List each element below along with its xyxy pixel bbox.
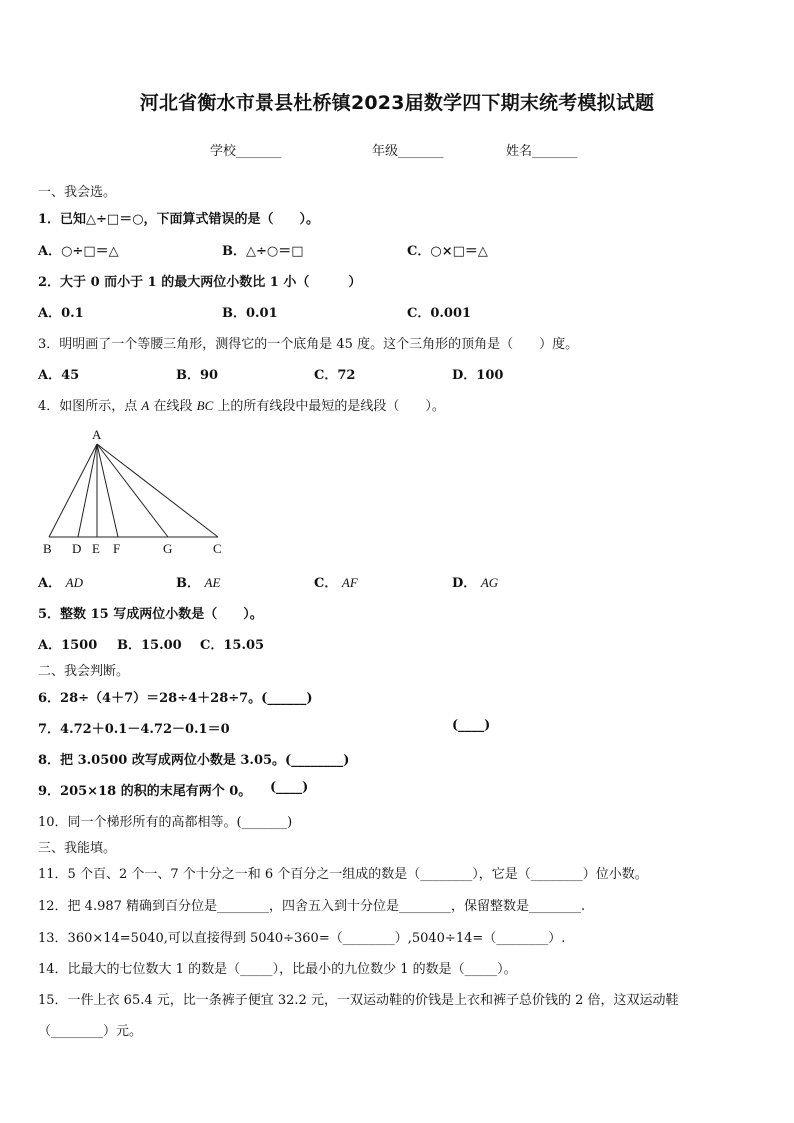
question-3-option-c[interactable]: C．72 xyxy=(314,368,356,383)
question-9: 9．205×18 的积的末尾有两个 0。 xyxy=(38,784,252,799)
school-field[interactable]: 学校_______ xyxy=(210,144,282,159)
question-4-stem xyxy=(38,395,445,414)
segment-ab xyxy=(49,444,97,537)
question-2-option-c[interactable]: C．0.001 xyxy=(407,306,472,321)
question-5-option-c[interactable]: C．15.05 xyxy=(200,638,265,653)
question-8[interactable]: 8．把 3.0500 改写成两位小数是 3.05。(________) xyxy=(38,753,350,768)
question-15-line-1: 15．一件上衣 65.4 元，比一条裤子便宜 32.2 元，一双运动鞋的价钱是上衣和裤子总价钱的 2 倍，这双运动鞋 xyxy=(38,993,679,1008)
question-4-stem-post: 上的所有线段中最短的是线段（ ）。 xyxy=(213,399,445,414)
option-c-prefix: C． xyxy=(314,576,338,591)
question-1-stem: 1．已知△÷□＝○，下面算式错误的是（ ）。 xyxy=(38,212,320,227)
question-7-blank[interactable]: (____) xyxy=(452,718,491,733)
question-9-blank[interactable]: (____) xyxy=(270,780,309,795)
question-4-option-c[interactable] xyxy=(314,572,358,591)
segment-ad xyxy=(78,444,97,537)
label-c: C xyxy=(213,541,222,556)
question-4-option-d[interactable] xyxy=(452,572,498,591)
question-12[interactable]: 12．把 4.987 精确到百分位是________，四舍五入到十分位是________，保留整数是________. xyxy=(38,899,586,914)
question-3-option-d[interactable]: D．100 xyxy=(452,368,504,383)
grade-field[interactable]: 年级_______ xyxy=(372,144,444,159)
option-a-prefix: A． xyxy=(38,576,62,591)
option-a-segment: AD xyxy=(65,575,83,590)
label-b: B xyxy=(43,541,52,556)
question-2-option-b[interactable]: B．0.01 xyxy=(222,306,278,321)
question-4-stem-mid: 在线段 xyxy=(149,399,197,414)
question-4-point-a: A xyxy=(141,398,150,413)
label-d: D xyxy=(72,541,82,556)
question-5-option-b[interactable]: B．15.00 xyxy=(117,638,182,653)
question-1-option-b[interactable]: B．△÷○＝□ xyxy=(222,244,304,259)
page-title: 河北省衡水市景县杜桥镇2023届数学四下期末统考模拟试题 xyxy=(139,92,655,114)
section-heading-judge: 二、我会判断。 xyxy=(38,664,130,679)
section-heading-fill: 三、我能填。 xyxy=(38,841,117,856)
option-c-segment: AF xyxy=(341,575,358,590)
question-4-option-a[interactable] xyxy=(38,572,83,591)
question-6[interactable]: 6．28÷（4＋7）＝28÷4＋28÷7。(______) xyxy=(38,691,313,706)
question-3-option-a[interactable]: A．45 xyxy=(38,368,80,383)
question-5-stem: 5．整数 15 写成两位小数是（ ）。 xyxy=(38,607,263,622)
option-d-segment: AG xyxy=(480,575,499,590)
question-2-option-a[interactable]: A．0.1 xyxy=(38,306,84,321)
question-7: 7．4.72＋0.1－4.72－0.1＝0 xyxy=(38,722,230,737)
question-11[interactable]: 11．5 个百、2 个一、7 个十分之一和 6 个百分之一组成的数是（________），它是（________）位小数。 xyxy=(38,867,648,882)
question-5-option-a[interactable]: A．1500 xyxy=(38,638,98,653)
question-1-option-c[interactable]: C．○×□＝△ xyxy=(407,244,488,259)
triangle-figure xyxy=(30,422,250,564)
label-a: A xyxy=(92,427,102,442)
question-1-option-a[interactable]: A．○÷□＝△ xyxy=(38,244,119,259)
question-4-option-b[interactable] xyxy=(176,572,220,591)
option-d-prefix: D． xyxy=(452,576,477,591)
label-f: F xyxy=(113,541,121,556)
question-4-stem-pre: 4．如图所示，点 xyxy=(38,399,142,414)
option-b-segment: AE xyxy=(204,575,221,590)
name-field[interactable]: 姓名_______ xyxy=(506,144,578,159)
label-e: E xyxy=(92,541,100,556)
question-3-option-b[interactable]: B．90 xyxy=(176,368,219,383)
question-14[interactable]: 14．比最大的七位数大 1 的数是（_____），比最小的九位数少 1 的数是（_____）。 xyxy=(38,962,517,977)
section-heading-choose: 一、我会选。 xyxy=(38,185,117,200)
label-g: G xyxy=(163,541,173,556)
question-4-segment: BC xyxy=(196,398,214,413)
question-2-stem: 2．大于 0 而小于 1 的最大两位小数比 1 小（ ） xyxy=(38,275,362,290)
question-15-line-2[interactable]: （________）元。 xyxy=(38,1024,143,1039)
question-13[interactable]: 13．360×14=5040,可以直接得到 5040÷360=（________）,5040÷14=（________）. xyxy=(38,931,566,946)
option-b-prefix: B． xyxy=(176,576,200,591)
question-10[interactable]: 10．同一个梯形所有的高都相等。(_______) xyxy=(38,815,293,830)
question-3-stem: 3．明明画了一个等腰三角形，测得它的一个底角是 45 度。这个三角形的顶角是（ ）度。 xyxy=(38,337,579,352)
